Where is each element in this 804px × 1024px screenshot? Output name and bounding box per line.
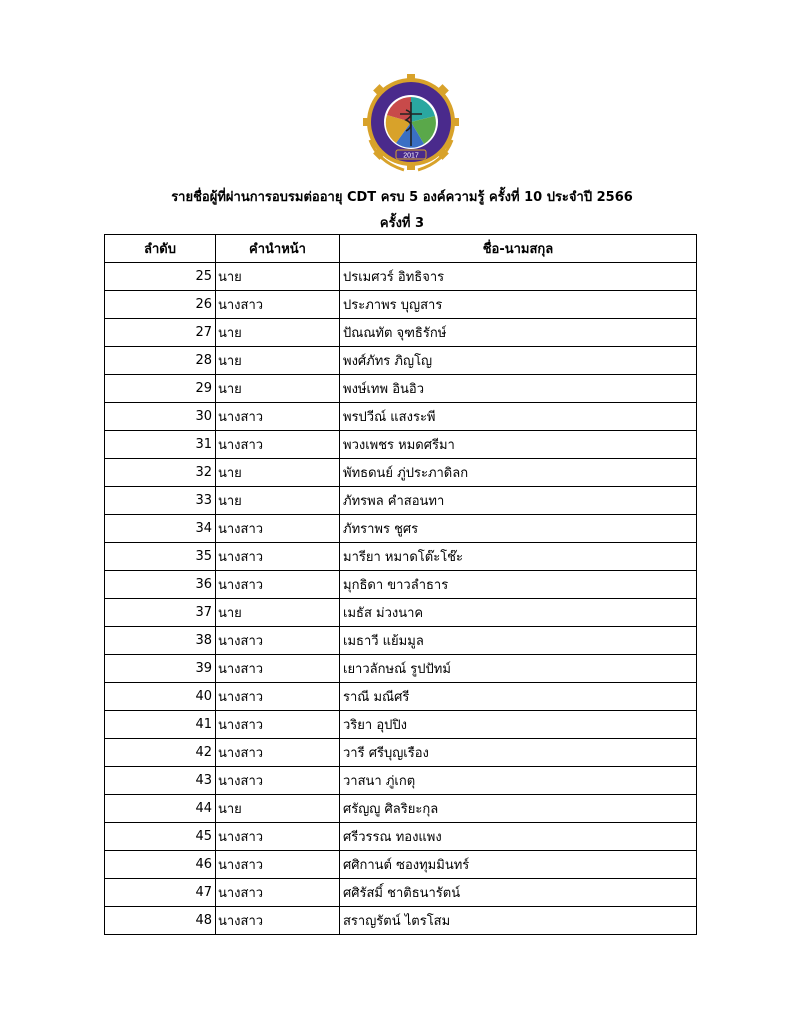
row-full-name: ประภาพร บุญสาร: [340, 291, 697, 319]
table-row: [105, 907, 697, 935]
row-full-name: พงศ์ภัทร ภิญโญ: [340, 347, 697, 375]
table-row: [105, 263, 697, 291]
row-prefix: นางสาว: [216, 543, 340, 571]
column-header-prefix: คำนำหน้า: [216, 235, 340, 263]
row-full-name: พงษ์เทพ อินอิว: [340, 375, 697, 403]
row-number: 45: [105, 823, 216, 851]
row-number: 32: [105, 459, 216, 487]
row-number: 29: [105, 375, 216, 403]
column-header-number: ลำดับ: [105, 235, 216, 263]
row-full-name: เมธัส ม่วงนาค: [340, 599, 697, 627]
row-number: 31: [105, 431, 216, 459]
row-full-name: ศรีวรรณ ทองแพง: [340, 823, 697, 851]
table-row: [105, 795, 697, 823]
row-prefix: นางสาว: [216, 403, 340, 431]
row-number: 38: [105, 627, 216, 655]
table-row: [105, 739, 697, 767]
table-row: [105, 627, 697, 655]
table-row: [105, 543, 697, 571]
row-number: 46: [105, 851, 216, 879]
row-prefix: นาย: [216, 263, 340, 291]
participant-table: [104, 234, 697, 935]
row-full-name: ปัณณทัต จุฑธิรักษ์: [340, 319, 697, 347]
table-row: [105, 851, 697, 879]
table-row: [105, 375, 697, 403]
table-row: [105, 431, 697, 459]
row-full-name: ภัทรพล คำสอนทา: [340, 487, 697, 515]
row-full-name: เยาวลักษณ์ รูปปัทม์: [340, 655, 697, 683]
row-prefix: นางสาว: [216, 767, 340, 795]
row-prefix: นาย: [216, 487, 340, 515]
table-header-row: [105, 235, 697, 263]
row-full-name: เมธาวี แย้มมูล: [340, 627, 697, 655]
row-full-name: ราณี มณีศรี: [340, 683, 697, 711]
row-number: 28: [105, 347, 216, 375]
row-full-name: วารี ศรีบุญเรือง: [340, 739, 697, 767]
table-row: [105, 487, 697, 515]
row-number: 43: [105, 767, 216, 795]
row-prefix: นางสาว: [216, 515, 340, 543]
row-prefix: นาย: [216, 347, 340, 375]
row-full-name: วริยา อุปปิง: [340, 711, 697, 739]
row-prefix: นางสาว: [216, 683, 340, 711]
row-number: 33: [105, 487, 216, 515]
row-full-name: ศศิรัสมิ์ ชาติธนารัตน์: [340, 879, 697, 907]
table-row: [105, 683, 697, 711]
row-full-name: มารียา หมาดโต๊ะโช๊ะ: [340, 543, 697, 571]
row-number: 41: [105, 711, 216, 739]
table-row: [105, 347, 697, 375]
table-row: [105, 711, 697, 739]
row-full-name: ศรัญญู ศิลริยะกุล: [340, 795, 697, 823]
table-row: [105, 571, 697, 599]
row-number: 47: [105, 879, 216, 907]
row-number: 42: [105, 739, 216, 767]
table-row: [105, 655, 697, 683]
table-row: [105, 823, 697, 851]
document-title: รายชื่อผู้ที่ผ่านการอบรมต่ออายุ CDT ครบ 5 องค์ความรู้ ครั้งที่ 10 ประจำปี 2566: [171, 190, 633, 205]
row-number: 48: [105, 907, 216, 935]
row-number: 40: [105, 683, 216, 711]
table-row: [105, 599, 697, 627]
row-full-name: ปรเมศวร์ อิทธิจาร: [340, 263, 697, 291]
row-prefix: นางสาว: [216, 627, 340, 655]
row-number: 35: [105, 543, 216, 571]
row-prefix: นาย: [216, 795, 340, 823]
row-prefix: นาย: [216, 599, 340, 627]
svg-text:2017: 2017: [403, 152, 419, 160]
row-full-name: ภัทราพร ชูศร: [340, 515, 697, 543]
row-full-name: วาสนา ภู่เกตุ: [340, 767, 697, 795]
row-prefix: นางสาว: [216, 291, 340, 319]
table-row: [105, 767, 697, 795]
row-number: 37: [105, 599, 216, 627]
table-row: [105, 459, 697, 487]
row-prefix: นางสาว: [216, 571, 340, 599]
row-number: 27: [105, 319, 216, 347]
table-row: [105, 319, 697, 347]
row-prefix: นาย: [216, 459, 340, 487]
row-full-name: มุกธิดา ขาวลำธาร: [340, 571, 697, 599]
row-prefix: นางสาว: [216, 851, 340, 879]
column-header-name: ชื่อ-นามสกุล: [340, 235, 697, 263]
row-number: 34: [105, 515, 216, 543]
row-prefix: นางสาว: [216, 431, 340, 459]
row-prefix: นางสาว: [216, 907, 340, 935]
row-full-name: พวงเพชร หมดศรีมา: [340, 431, 697, 459]
row-number: 25: [105, 263, 216, 291]
table-row: [105, 291, 697, 319]
row-number: 39: [105, 655, 216, 683]
row-number: 26: [105, 291, 216, 319]
row-full-name: พรปวีณ์ แสงระพี: [340, 403, 697, 431]
row-prefix: นาย: [216, 375, 340, 403]
table-row: [105, 879, 697, 907]
row-prefix: นางสาว: [216, 655, 340, 683]
row-prefix: นาย: [216, 319, 340, 347]
row-full-name: ศศิกานต์ ซองทุมมินทร์: [340, 851, 697, 879]
association-logo: [356, 70, 466, 178]
row-full-name: พัทธดนย์ ภู่ประภาดิลก: [340, 459, 697, 487]
document-subtitle: ครั้งที่ 3: [379, 216, 425, 231]
row-prefix: นางสาว: [216, 823, 340, 851]
row-prefix: นางสาว: [216, 711, 340, 739]
row-full-name: สราญรัตน์ ไตรโสม: [340, 907, 697, 935]
row-number: 30: [105, 403, 216, 431]
row-prefix: นางสาว: [216, 739, 340, 767]
row-number: 44: [105, 795, 216, 823]
row-prefix: นางสาว: [216, 879, 340, 907]
table-row: [105, 515, 697, 543]
table-row: [105, 403, 697, 431]
row-number: 36: [105, 571, 216, 599]
